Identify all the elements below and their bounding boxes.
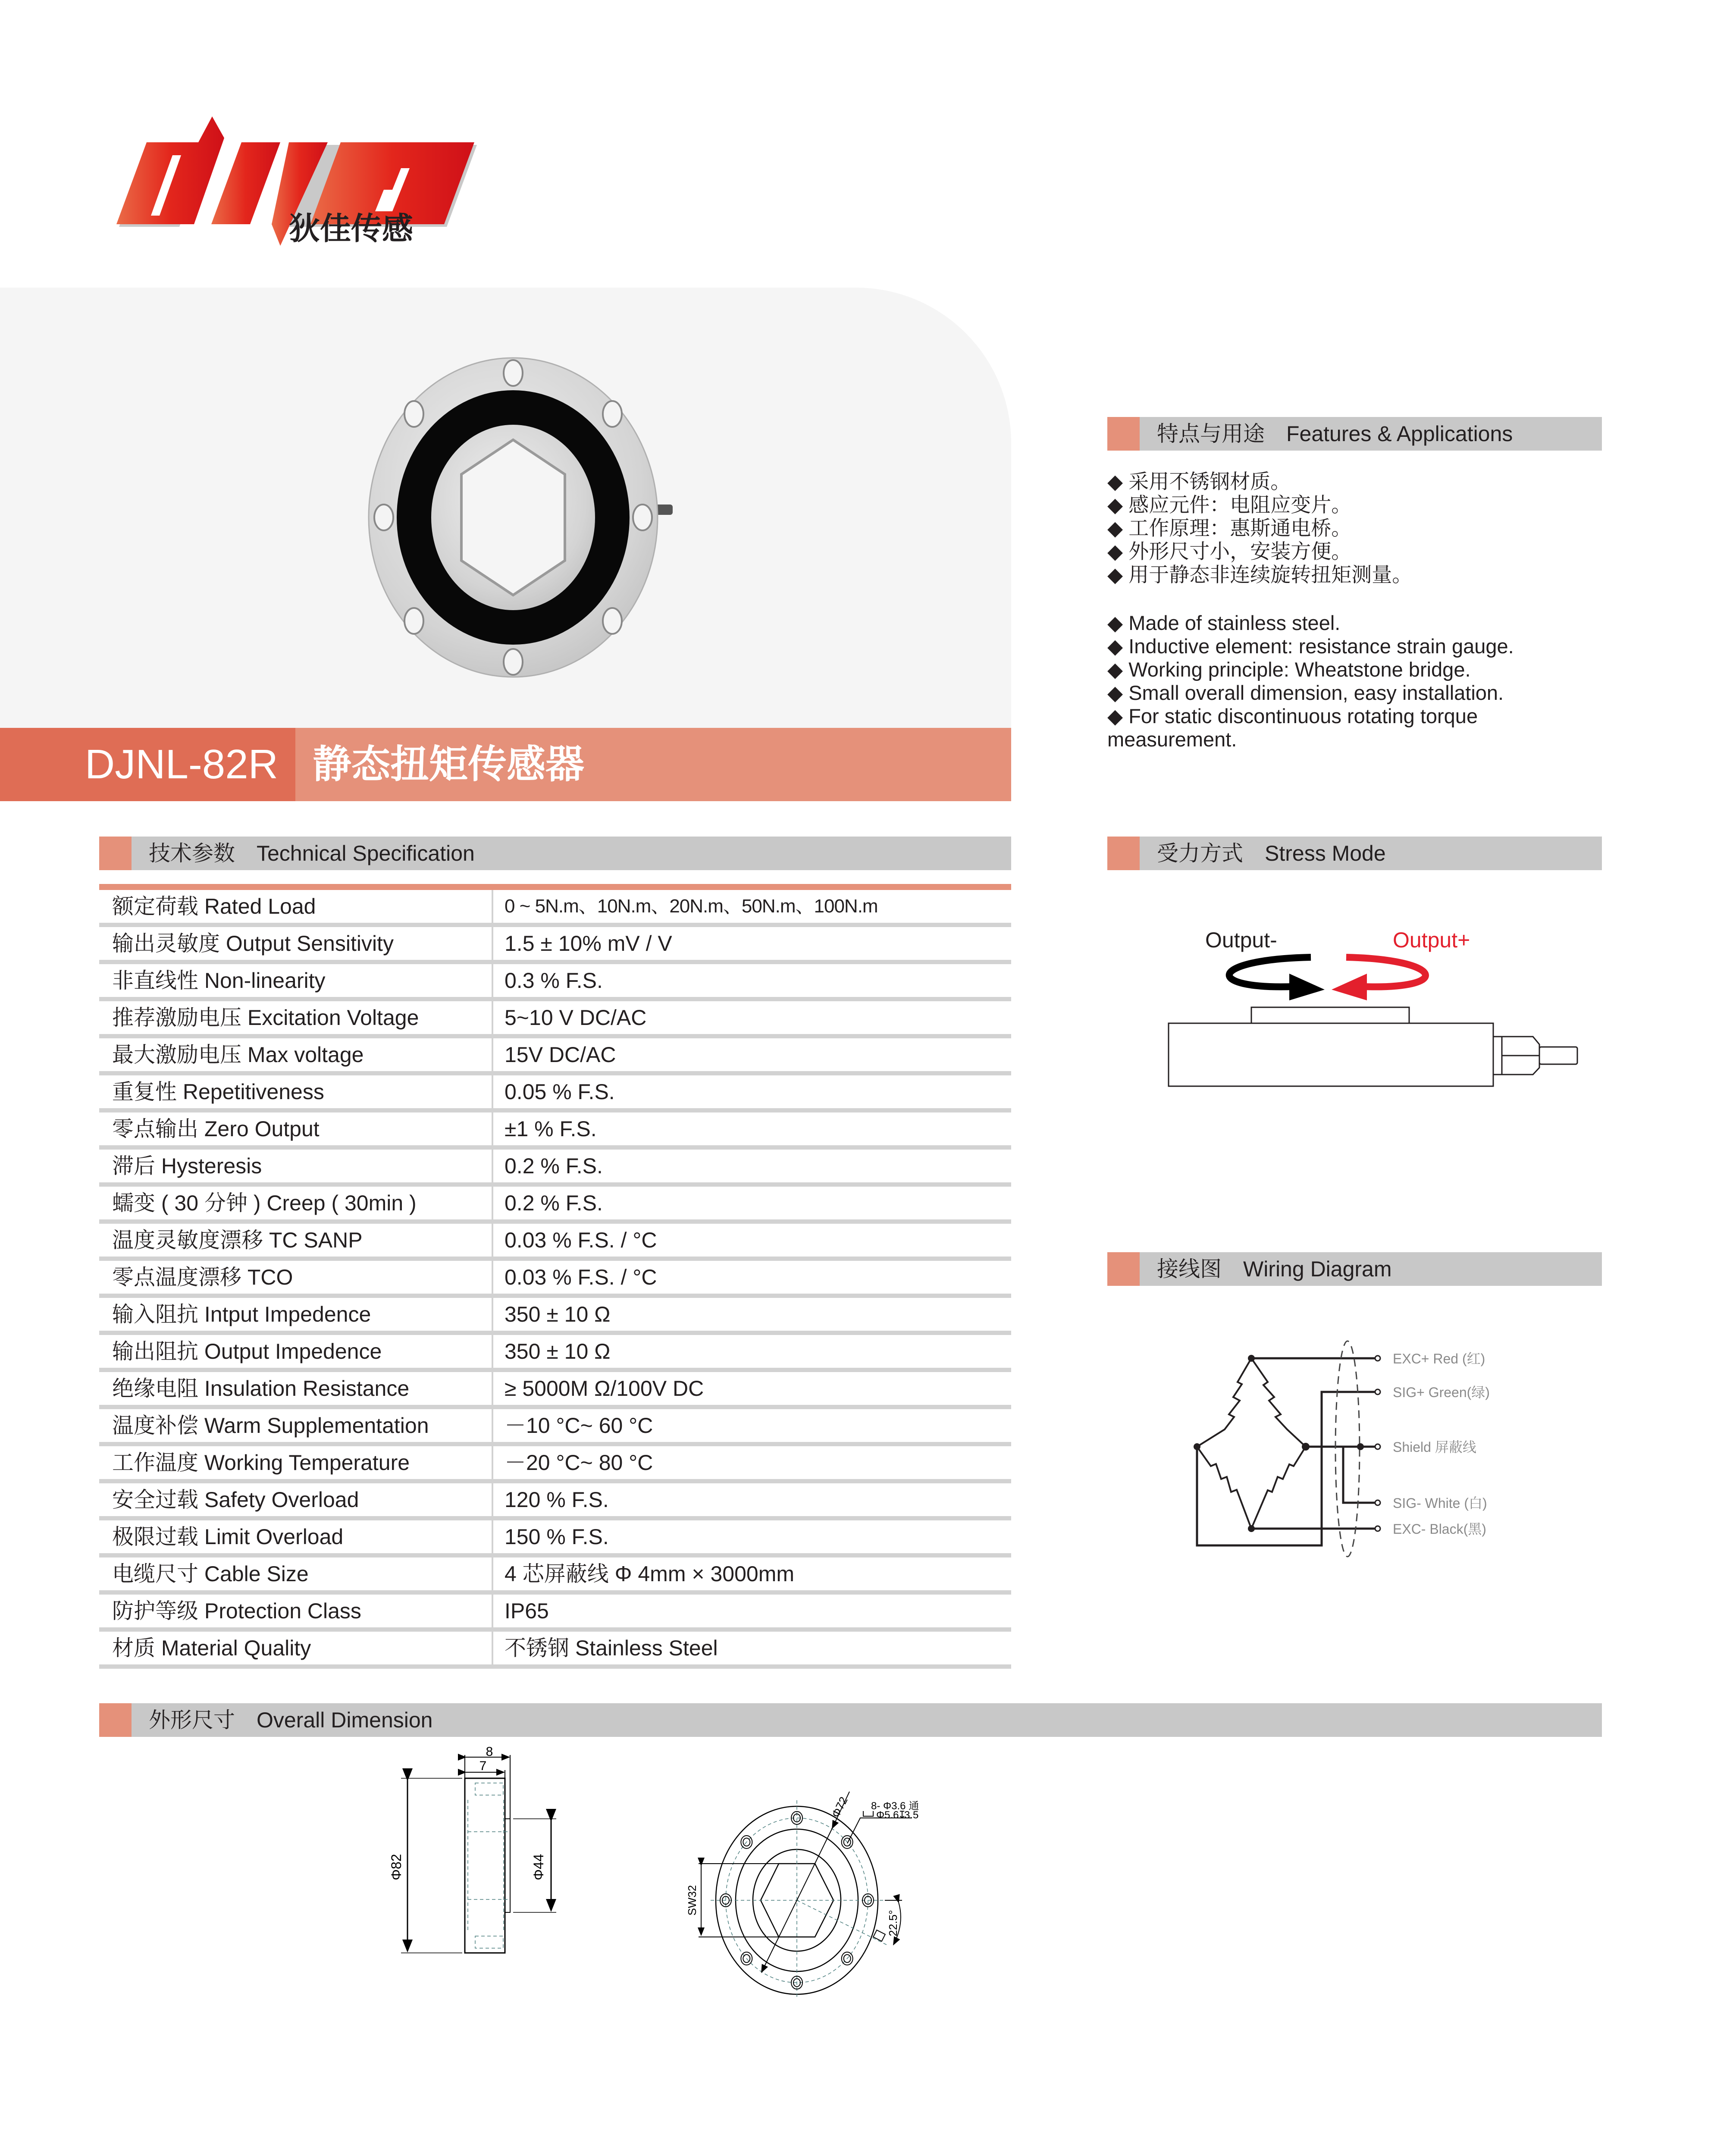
spec-value: －20 °C~ 80 °C (505, 1451, 653, 1475)
dim-label-7: 7 (479, 1759, 487, 1773)
bridge-wires (1197, 1358, 1376, 1545)
table-row (99, 1520, 1011, 1557)
table-top-rule (99, 884, 1011, 890)
column-divider (492, 1261, 493, 1294)
table-row (99, 1075, 1011, 1112)
column-divider (492, 927, 493, 960)
stress-header (1107, 837, 1602, 870)
list-item: ◆ For static discontinuous rotating torque measurement. (1107, 705, 1478, 751)
spec-label: 防护等级 Protection Class (112, 1599, 361, 1623)
shield-ellipse (1335, 1341, 1360, 1557)
table-row (99, 1632, 1011, 1669)
wire-label-shield: Shield 屏蔽线 (1393, 1439, 1476, 1455)
spec-value: 4 芯屏蔽线 Φ 4mm × 3000mm (505, 1562, 794, 1586)
column-divider (492, 1557, 493, 1590)
dim-label-phi82: Φ82 (389, 1854, 404, 1880)
table-row (99, 1372, 1011, 1409)
dimension-header (99, 1703, 1602, 1737)
dim-label-phi72: Φ72 (829, 1794, 850, 1820)
spec-label: 滞后 Hysteresis (112, 1154, 262, 1178)
table-row (99, 1261, 1011, 1298)
spec-label: 零点温度漂移 TCO (112, 1265, 293, 1289)
hole-label-cbore: Φ5.6 (876, 1809, 899, 1821)
column-divider (492, 1187, 493, 1219)
spec-label: 非直线性 Non-linearity (112, 968, 326, 993)
column-divider (492, 1409, 493, 1442)
table-row (99, 1335, 1011, 1372)
spec-value: 0.03 % F.S. / °C (505, 1228, 657, 1252)
table-row (99, 1187, 1011, 1224)
table-row (99, 1483, 1011, 1520)
column-divider (492, 1298, 493, 1331)
table-row (99, 964, 1011, 1001)
product-banner (0, 728, 1011, 801)
depth-icon: ↧ (898, 1809, 907, 1821)
wiring-header-cn: 接线图 (1157, 1257, 1222, 1281)
list-item: ◆ 感应元件：电阻应变片。 (1107, 493, 1352, 516)
column-divider (492, 1335, 493, 1368)
brand-logo (99, 116, 479, 246)
spec-value: IP65 (505, 1599, 549, 1623)
stress-header-en: Stress Mode (1265, 841, 1386, 865)
spec-label: 材质 Material Quality (112, 1636, 311, 1660)
spec-label: 重复性 Repetitiveness (112, 1080, 324, 1104)
output-plus-label: Output+ (1393, 928, 1470, 952)
spec-header (99, 837, 1011, 870)
column-divider (492, 1075, 493, 1108)
spec-label: 温度灵敏度漂移 TC SANP (112, 1228, 363, 1252)
spec-label: 推荐激励电压 Excitation Voltage (112, 1006, 419, 1030)
table-row (99, 1409, 1011, 1446)
dim-label-8: 8 (486, 1745, 493, 1759)
column-divider (492, 964, 493, 997)
flange-body (465, 1778, 505, 1953)
product-photo (332, 341, 686, 694)
column-divider (492, 1446, 493, 1479)
spec-value: 5~10 V DC/AC (505, 1006, 647, 1030)
table-row (99, 1595, 1011, 1632)
dim-label-phi44: Φ44 (531, 1854, 546, 1880)
column-divider (492, 1483, 493, 1516)
spec-value: ≥ 5000M Ω/100V DC (505, 1376, 704, 1401)
front-view-drawing (686, 1789, 1358, 2156)
dimension-header-en: Overall Dimension (257, 1708, 433, 1732)
wire-label-sig-minus: SIG- White (白) (1393, 1495, 1487, 1511)
column-divider (492, 1520, 493, 1553)
spec-value: 0 ~ 5N.m、10N.m、20N.m、50N.m、100N.m (505, 896, 878, 917)
spec-label: 输出阻抗 Output Impedence (112, 1339, 382, 1363)
spec-value: 350 ± 10 Ω (505, 1302, 611, 1326)
spec-label: 极限过载 Limit Overload (112, 1525, 344, 1549)
spec-value: 1.5 ± 10% mV / V (505, 931, 672, 956)
table-row (99, 1001, 1011, 1038)
wire-label-exc-minus: EXC- Black(黑) (1393, 1521, 1486, 1537)
side-view-drawing (367, 1746, 582, 2156)
spec-table (99, 884, 1011, 1669)
cable-outlet (873, 1930, 885, 1941)
wire-label-sig-plus: SIG+ Green(绿) (1393, 1385, 1490, 1400)
table-row (99, 1298, 1011, 1335)
output-minus-label: Output- (1205, 928, 1277, 952)
header-tab-marker (1107, 417, 1140, 451)
spec-header-cn: 技术参数 (149, 841, 235, 865)
hub-step (505, 1819, 510, 1912)
product-model: DJNL-82R (0, 728, 295, 801)
spec-value: 120 % F.S. (505, 1488, 609, 1512)
table-row (99, 927, 1011, 964)
table-row (99, 890, 1011, 927)
spec-value: 0.2 % F.S. (505, 1154, 603, 1178)
column-divider (492, 890, 493, 923)
list-item: ◆ 外形尺寸小，安装方便。 (1107, 540, 1352, 563)
spec-header-en: Technical Specification (257, 841, 475, 865)
column-divider (492, 1632, 493, 1664)
features-list-en (1107, 611, 1608, 751)
sensor-top-flange (1251, 1007, 1409, 1023)
dim-label-sw32: SW32 (686, 1885, 699, 1916)
list-item: ◆ Inductive element: resistance strain gauge. (1107, 635, 1514, 658)
header-tab-marker (1107, 1252, 1140, 1286)
spec-label: 蠕变 ( 30 分钟 ) Creep ( 30min ) (112, 1191, 417, 1215)
spec-value: 0.03 % F.S. / °C (505, 1265, 657, 1289)
spec-label: 工作温度 Working Temperature (112, 1451, 410, 1475)
column-divider (492, 1038, 493, 1071)
spec-value: 0.05 % F.S. (505, 1080, 615, 1104)
wiring-header (1107, 1252, 1602, 1286)
features-header (1107, 417, 1602, 451)
hole-callout-leader (847, 1818, 912, 1843)
spec-value: 0.3 % F.S. (505, 968, 603, 993)
features-header-cn: 特点与用途 (1157, 422, 1265, 446)
features-list-cn (1107, 470, 1412, 586)
column-divider (492, 1372, 493, 1405)
spec-value: 350 ± 10 Ω (505, 1339, 611, 1363)
wiring-header-en: Wiring Diagram (1243, 1257, 1392, 1281)
sensor-body (1169, 1023, 1493, 1086)
features-header-en: Features & Applications (1286, 422, 1513, 446)
header-tab-marker (1107, 837, 1140, 870)
column-divider (492, 1150, 493, 1182)
spec-label: 零点输出 Zero Output (112, 1117, 320, 1141)
stress-header-cn: 受力方式 (1157, 841, 1243, 865)
column-divider (492, 1112, 493, 1145)
spec-label: 绝缘电阻 Insulation Resistance (112, 1376, 410, 1401)
spec-value: 不锈钢 Stainless Steel (505, 1636, 718, 1660)
spec-value: ±1 % F.S. (505, 1117, 597, 1141)
table-row (99, 1557, 1011, 1595)
header-tab-marker (99, 837, 132, 870)
spec-label: 输入阻抗 Intput Impedence (112, 1302, 371, 1326)
stress-mode-diagram (1100, 871, 1617, 1130)
spec-value: 0.2 % F.S. (505, 1191, 603, 1215)
dim-label-angle: 22.5° (887, 1910, 899, 1937)
list-item: ◆ 工作原理：惠斯通电桥。 (1107, 517, 1352, 539)
wiring-diagram (1100, 1294, 1617, 1537)
hole-label-line1: 8- Φ3.6 通 (871, 1800, 919, 1812)
column-divider (492, 1224, 493, 1257)
column-divider (492, 1595, 493, 1627)
product-name: 静态扭矩传感器 (313, 743, 584, 786)
wire-label-exc-plus: EXC+ Red (红) (1393, 1351, 1485, 1366)
column-divider (492, 1001, 493, 1034)
spec-label: 温度补偿 Warm Supplementation (112, 1413, 429, 1438)
spec-label: 额定荷载 Rated Load (112, 894, 316, 918)
spec-label: 电缆尺寸 Cable Size (112, 1562, 309, 1586)
spec-value: 150 % F.S. (505, 1525, 609, 1549)
dimension-header-cn: 外形尺寸 (149, 1708, 235, 1732)
list-item: ◆ Small overall dimension, easy installation. (1107, 681, 1504, 704)
list-item: ◆ 采用不锈钢材质。 (1107, 470, 1291, 493)
header-tab-marker (99, 1703, 132, 1737)
cable-gland-icon (1493, 1037, 1577, 1075)
table-row (99, 1112, 1011, 1150)
spec-value: －10 °C~ 60 °C (505, 1413, 653, 1438)
table-row (99, 1038, 1011, 1075)
output-minus-arrowhead (1289, 974, 1325, 1000)
output-plus-arrowhead (1332, 974, 1367, 1000)
list-item: ◆ Working principle: Wheatstone bridge. (1107, 658, 1471, 681)
hole-label-depth: 3.5 (904, 1809, 919, 1821)
table-row (99, 1150, 1011, 1187)
spec-label: 输出灵敏度 Output Sensitivity (112, 931, 394, 956)
table-row (99, 1224, 1011, 1261)
logo-cn-text: 狄佳传感 (289, 212, 414, 246)
wheatstone-bridge (1197, 1358, 1306, 1529)
table-row (99, 1446, 1011, 1483)
spec-label: 安全过载 Safety Overload (112, 1488, 359, 1512)
spec-label: 最大激励电压 Max voltage (112, 1043, 364, 1067)
list-item: ◆ 用于静态非连续旋转扭矩测量。 (1107, 563, 1413, 586)
list-item: ◆ Made of stainless steel. (1107, 611, 1341, 634)
spec-value: 15V DC/AC (505, 1043, 616, 1067)
